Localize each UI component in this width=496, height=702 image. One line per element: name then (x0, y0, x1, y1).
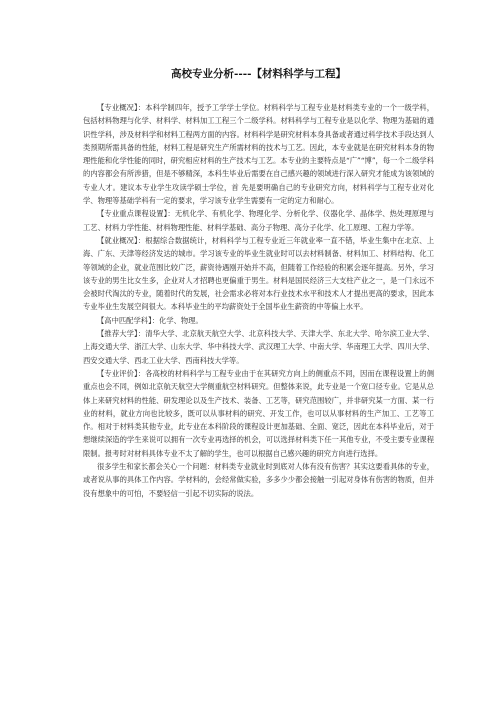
paragraph-universities: 【推荐大学】：清华大学、北京航天航空大学、北京科技大学、天津大学、东北大学、哈尔滨工业大学、上海交通大学、浙江大学、山东大学、华中科技大学、武汉理工大学、中南大学、华南理工大学、四川大学、西安交通大学、西北工业大学、西南科技大学等。 (83, 329, 434, 365)
paragraph-subjects: 【高中匹配学科】：化学、物理。 (97, 315, 203, 325)
paragraph-health-note: 很多学生和家长都会关心一个问题：材料类专业就业时到底对人体有没有伤害？其实这要看具体的专业，或者说从事的具体工作内容。学材料的，会经常做实验，多多少少都会接触一引起对身体有伤害的物质，但并没有想象中的可怕，不要轻信一引起不切实际的说法。 (83, 462, 434, 498)
paragraph-employment: 【就业概况】：根据综合数据统计，材料科学与工程专业近三年就业率一直不错，毕业生集中在北京、上海、广东、天津等经济发达的城市。学习该专业的毕业生就业时可以去材料制备、材料加工、材料结构、化工等领域的企业，就业范围比较广泛，薪资待遇刚开始并不高，但随着工作经验的积累会逐年提高。另外，学习该专业的男生比女生多，企业对人才招聘也更偏重于男生。材料是国民经济三大支柱产业之一，是一门永远不会被时代淘汰的专业，随着时代的发展，社会需求必将对本行业技术水平和技术人才提出更高的要求，因此本专业毕业生发展空间很大。本科毕业生的平均薪资处于全国毕业生薪资的中等偏上水平。 (83, 235, 434, 312)
paragraph-courses: 【专业重点课程设置】：无机化学、有机化学、物理化学、分析化学、仪器化学、晶体学、热处理原理与工艺、材料力学性能、材料物理性能、材料学基础、高分子物理、高分子化学、化工原理、工程力学等。 (83, 209, 434, 232)
paragraph-evaluation: 【专业评价】：各高校的材料科学与工程专业由于在其研究方向上的侧重点不同，因而在课程设置上的侧重点也会不同，例如北京航天航空大学侧重航空材料研究。但整体来说，此专业是一个宽口径专业。它是从总体上来研究材料的性能、研发理论以及生产技术、装备、工艺等，研究范围较广，并非研究某一方面、某一行业的材料，就业方向也比较多，既可以从事材料的研究、开发工作，也可以从事材料的生产加工、工艺等工作。相对于材料类其他专业，此专业在本科阶段的课程设计更加基础、全面、宽泛，因此在本科毕业后，对于想继续深造的学生来说可以拥有一次专业再选择的机会，可以选择材料类下任一其他专业，不受主要专业课程限制。报考时对材料具体专业不太了解的学生，也可以根据自己感兴趣的研究方向进行选择。 (83, 368, 434, 458)
paragraph-overview: 【专业概况】：本科学制四年，授予工学学士学位。材料科学与工程专业是材料类专业的一个一级学科，包括材料物理与化学、材料学、材料加工工程三个二级学科。材料科学与工程专业是以化学、物理为基础的通识性学科，涉及材料学和材料工程两方面的内容。材料科学是研究材料本身具备或者通过科学技术手段达到人类预期所需具备的性能，材料工程是研究生产所需材料的技术与工艺。因此，本专业就是在研究材料本身的物理性能和化学性能的同时，研究相应材料的生产技术与工艺。本专业的主要特点是“广”“博”，每一个二级学科的内容都会有所涉猎，但是不够精深，本科生毕业后需要在自己感兴趣的领域进行深入研究才能成为该领域的专业人才。建议本专业学生攻读学硕士学位，首 先是要明确自己的专业研究方向，材料科学与工程专业对化学、物理等基础学科有一定的要求，学习该专业学生需要有一定的定力和耐心。 (83, 103, 434, 206)
document-title: 高校专业分析----【材料科学与工程】 (171, 68, 346, 80)
